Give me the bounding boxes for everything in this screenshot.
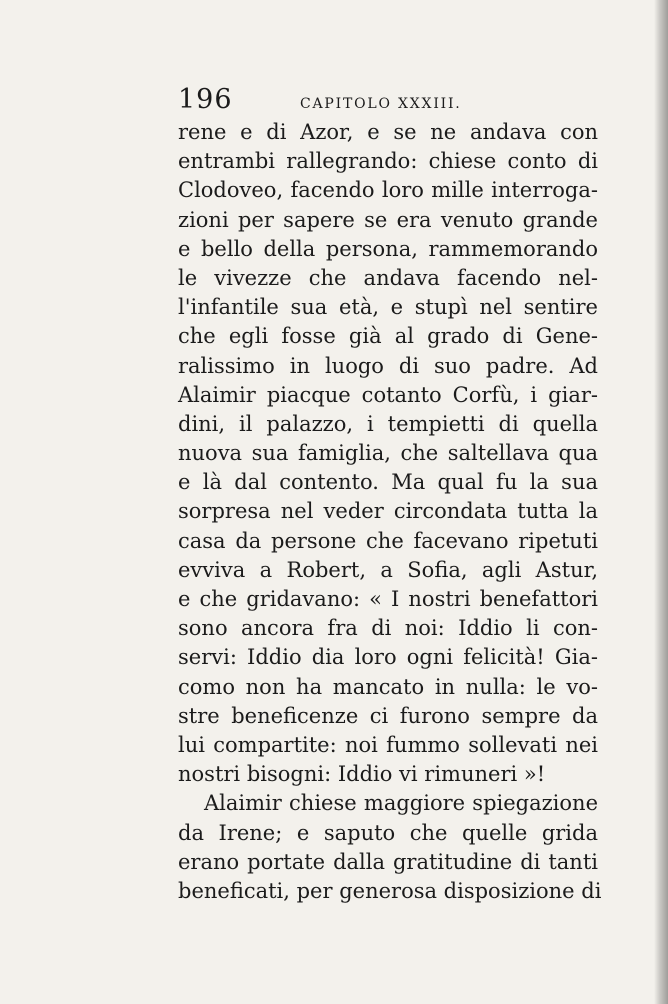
page-number: 196 xyxy=(178,84,233,115)
text-line: erano portate dalla gratitudine di tanti xyxy=(178,849,598,874)
text-line: como non ha mancato in nulla: le vo- xyxy=(178,674,598,699)
text-line: e che gridavano: « I nostri benefattori xyxy=(178,587,598,611)
text-line: ralissimo in luogo di suo padre. Ad xyxy=(178,353,598,378)
text-line: l'infantile sua età, e stupì nel sentire xyxy=(178,295,598,320)
text-line: Alaimir chiese maggiore spiegazione xyxy=(204,791,598,816)
text-line: da Irene; e saputo che quelle grida xyxy=(178,820,598,845)
text-line: e bello della persona, rammemorando xyxy=(178,236,598,261)
body-text xyxy=(178,118,602,906)
text-line: sono ancora fra di noi: Iddio li con- xyxy=(178,616,598,641)
text-line: rene e di Azor, e se ne andava con xyxy=(178,120,598,144)
text-line: zioni per sapere se era venuto grande xyxy=(178,207,598,232)
chapter-title: CAPITOLO XXXIII. xyxy=(300,96,462,112)
text-line: Clodoveo, facendo loro mille interroga- xyxy=(178,178,598,203)
text-line: beneficati, per generosa disposizione di xyxy=(178,878,602,903)
running-header xyxy=(178,84,598,120)
text-line: servi: Iddio dia loro ogni felicità! Gia- xyxy=(178,645,598,670)
page-edge-shadow xyxy=(654,0,668,1004)
text-line: evviva a Robert, a Sofia, agli Astur, xyxy=(178,557,598,582)
text-line: e là dal contento. Ma qual fu la sua xyxy=(178,470,598,495)
text-line: stre beneficenze ci furono sempre da xyxy=(178,703,598,728)
text-line: le vivezze che andava facendo nel- xyxy=(178,265,598,290)
text-line: casa da persone che facevano ripetuti xyxy=(178,528,598,553)
text-line: sorpresa nel veder circondata tutta la xyxy=(178,499,598,524)
text-line: entrambi rallegrando: chiese conto di xyxy=(178,149,598,174)
text-line: nuova sua famiglia, che saltellava qua xyxy=(178,441,598,466)
text-block xyxy=(178,84,602,906)
text-line: nostri bisogni: Iddio vi rimuneri »! xyxy=(178,762,546,787)
text-line: dini, il palazzo, i tempietti di quella xyxy=(178,411,598,436)
text-line: lui compartite: noi fummo sollevati nei xyxy=(178,732,598,757)
text-line: che egli fosse già al grado di Gene- xyxy=(178,324,598,349)
text-line: Alaimir piacque cotanto Corfù, i giar- xyxy=(178,382,598,407)
